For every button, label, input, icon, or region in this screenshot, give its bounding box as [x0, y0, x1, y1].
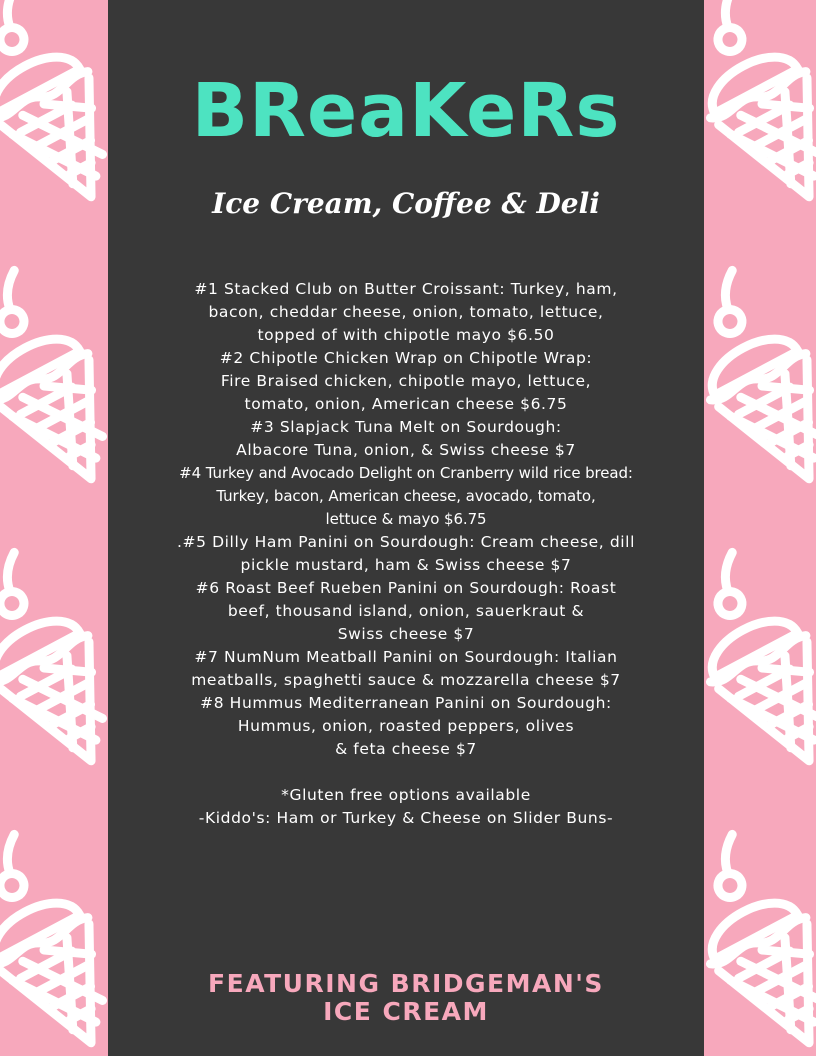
- menu-item: [108, 577, 704, 646]
- ice-cream-cone-icon: [0, 810, 108, 1056]
- left-decoration-strip: [0, 0, 108, 1056]
- menu-item-line: #8 Hummus Mediterranean Panini on Sourdough:: [200, 694, 612, 712]
- featuring-banner: [108, 970, 704, 1026]
- featuring-line-1: FEATURING BRIDGEMAN'S: [208, 969, 604, 998]
- menu-item-line: #6 Roast Beef Rueben Panini on Sourdough: Roast: [195, 579, 617, 597]
- menu-item: [108, 347, 704, 416]
- menu-item-line: lettuce & mayo $6.75: [325, 510, 487, 528]
- menu-item-line: #4 Turkey and Avocado Delight on Cranberry wild rice bread:: [179, 464, 633, 482]
- menu-item-line: beef, thousand island, onion, sauerkraut &: [227, 602, 585, 620]
- ice-cream-cone-icon: [0, 246, 108, 519]
- ice-cream-cone-icon: [704, 0, 816, 236]
- menu-item-line: Swiss cheese $7: [337, 625, 475, 643]
- ice-cream-cone-icon: [704, 246, 816, 519]
- menu-item: [108, 531, 704, 577]
- menu-note: -Kiddo's: Ham or Turkey & Cheese on Slider Buns-: [198, 809, 614, 827]
- menu-item-line: #1 Stacked Club on Butter Croissant: Turkey, ham,: [194, 280, 618, 298]
- ice-cream-cone-icon: [704, 810, 816, 1056]
- menu-item-line: Turkey, bacon, American cheese, avocado, tomato,: [216, 487, 596, 505]
- menu-spacer: [108, 761, 704, 784]
- brand-title: BReaKeRs: [191, 68, 621, 154]
- ice-cream-cone-icon: [0, 528, 108, 801]
- right-decoration-strip: [704, 0, 816, 1056]
- menu-item-line: #3 Slapjack Tuna Melt on Sourdough:: [250, 418, 562, 436]
- featuring-line-2: ICE CREAM: [323, 997, 489, 1026]
- menu-note: *Gluten free options available: [281, 786, 531, 804]
- menu-item-line: Albacore Tuna, onion, & Swiss cheese $7: [236, 441, 576, 459]
- menu-item-line: meatballs, spaghetti sauce & mozzarella cheese $7: [191, 671, 621, 689]
- menu-item: [108, 692, 704, 761]
- brand-tagline: Ice Cream, Coffee & Deli: [212, 187, 600, 220]
- menu-item-line: #7 NumNum Meatball Panini on Sourdough: Italian: [194, 648, 618, 666]
- menu-item-line: topped of with chipotle mayo $6.50: [257, 326, 555, 344]
- ice-cream-cone-icon: [704, 528, 816, 801]
- menu-item-line: pickle mustard, ham & Swiss cheese $7: [240, 556, 572, 574]
- menu-item: [108, 462, 704, 531]
- menu-item-line: Fire Braised chicken, chipotle mayo, lettuce,: [220, 372, 592, 390]
- ice-cream-cone-icon: [0, 0, 108, 236]
- menu-item-line: bacon, cheddar cheese, onion, tomato, lettuce,: [208, 303, 604, 321]
- menu-list: [108, 278, 704, 830]
- menu-panel: [108, 0, 704, 1056]
- menu-item: [108, 416, 704, 462]
- menu-item-line: & feta cheese $7: [335, 740, 477, 758]
- menu-item-line: Hummus, onion, roasted peppers, olives: [237, 717, 575, 735]
- menu-item-line: .#5 Dilly Ham Panini on Sourdough: Cream cheese, dill: [177, 533, 635, 551]
- menu-item-line: #2 Chipotle Chicken Wrap on Chipotle Wrap:: [219, 349, 593, 367]
- menu-item-line: tomato, onion, American cheese $6.75: [244, 395, 568, 413]
- menu-item: [108, 278, 704, 347]
- menu-item: [108, 646, 704, 692]
